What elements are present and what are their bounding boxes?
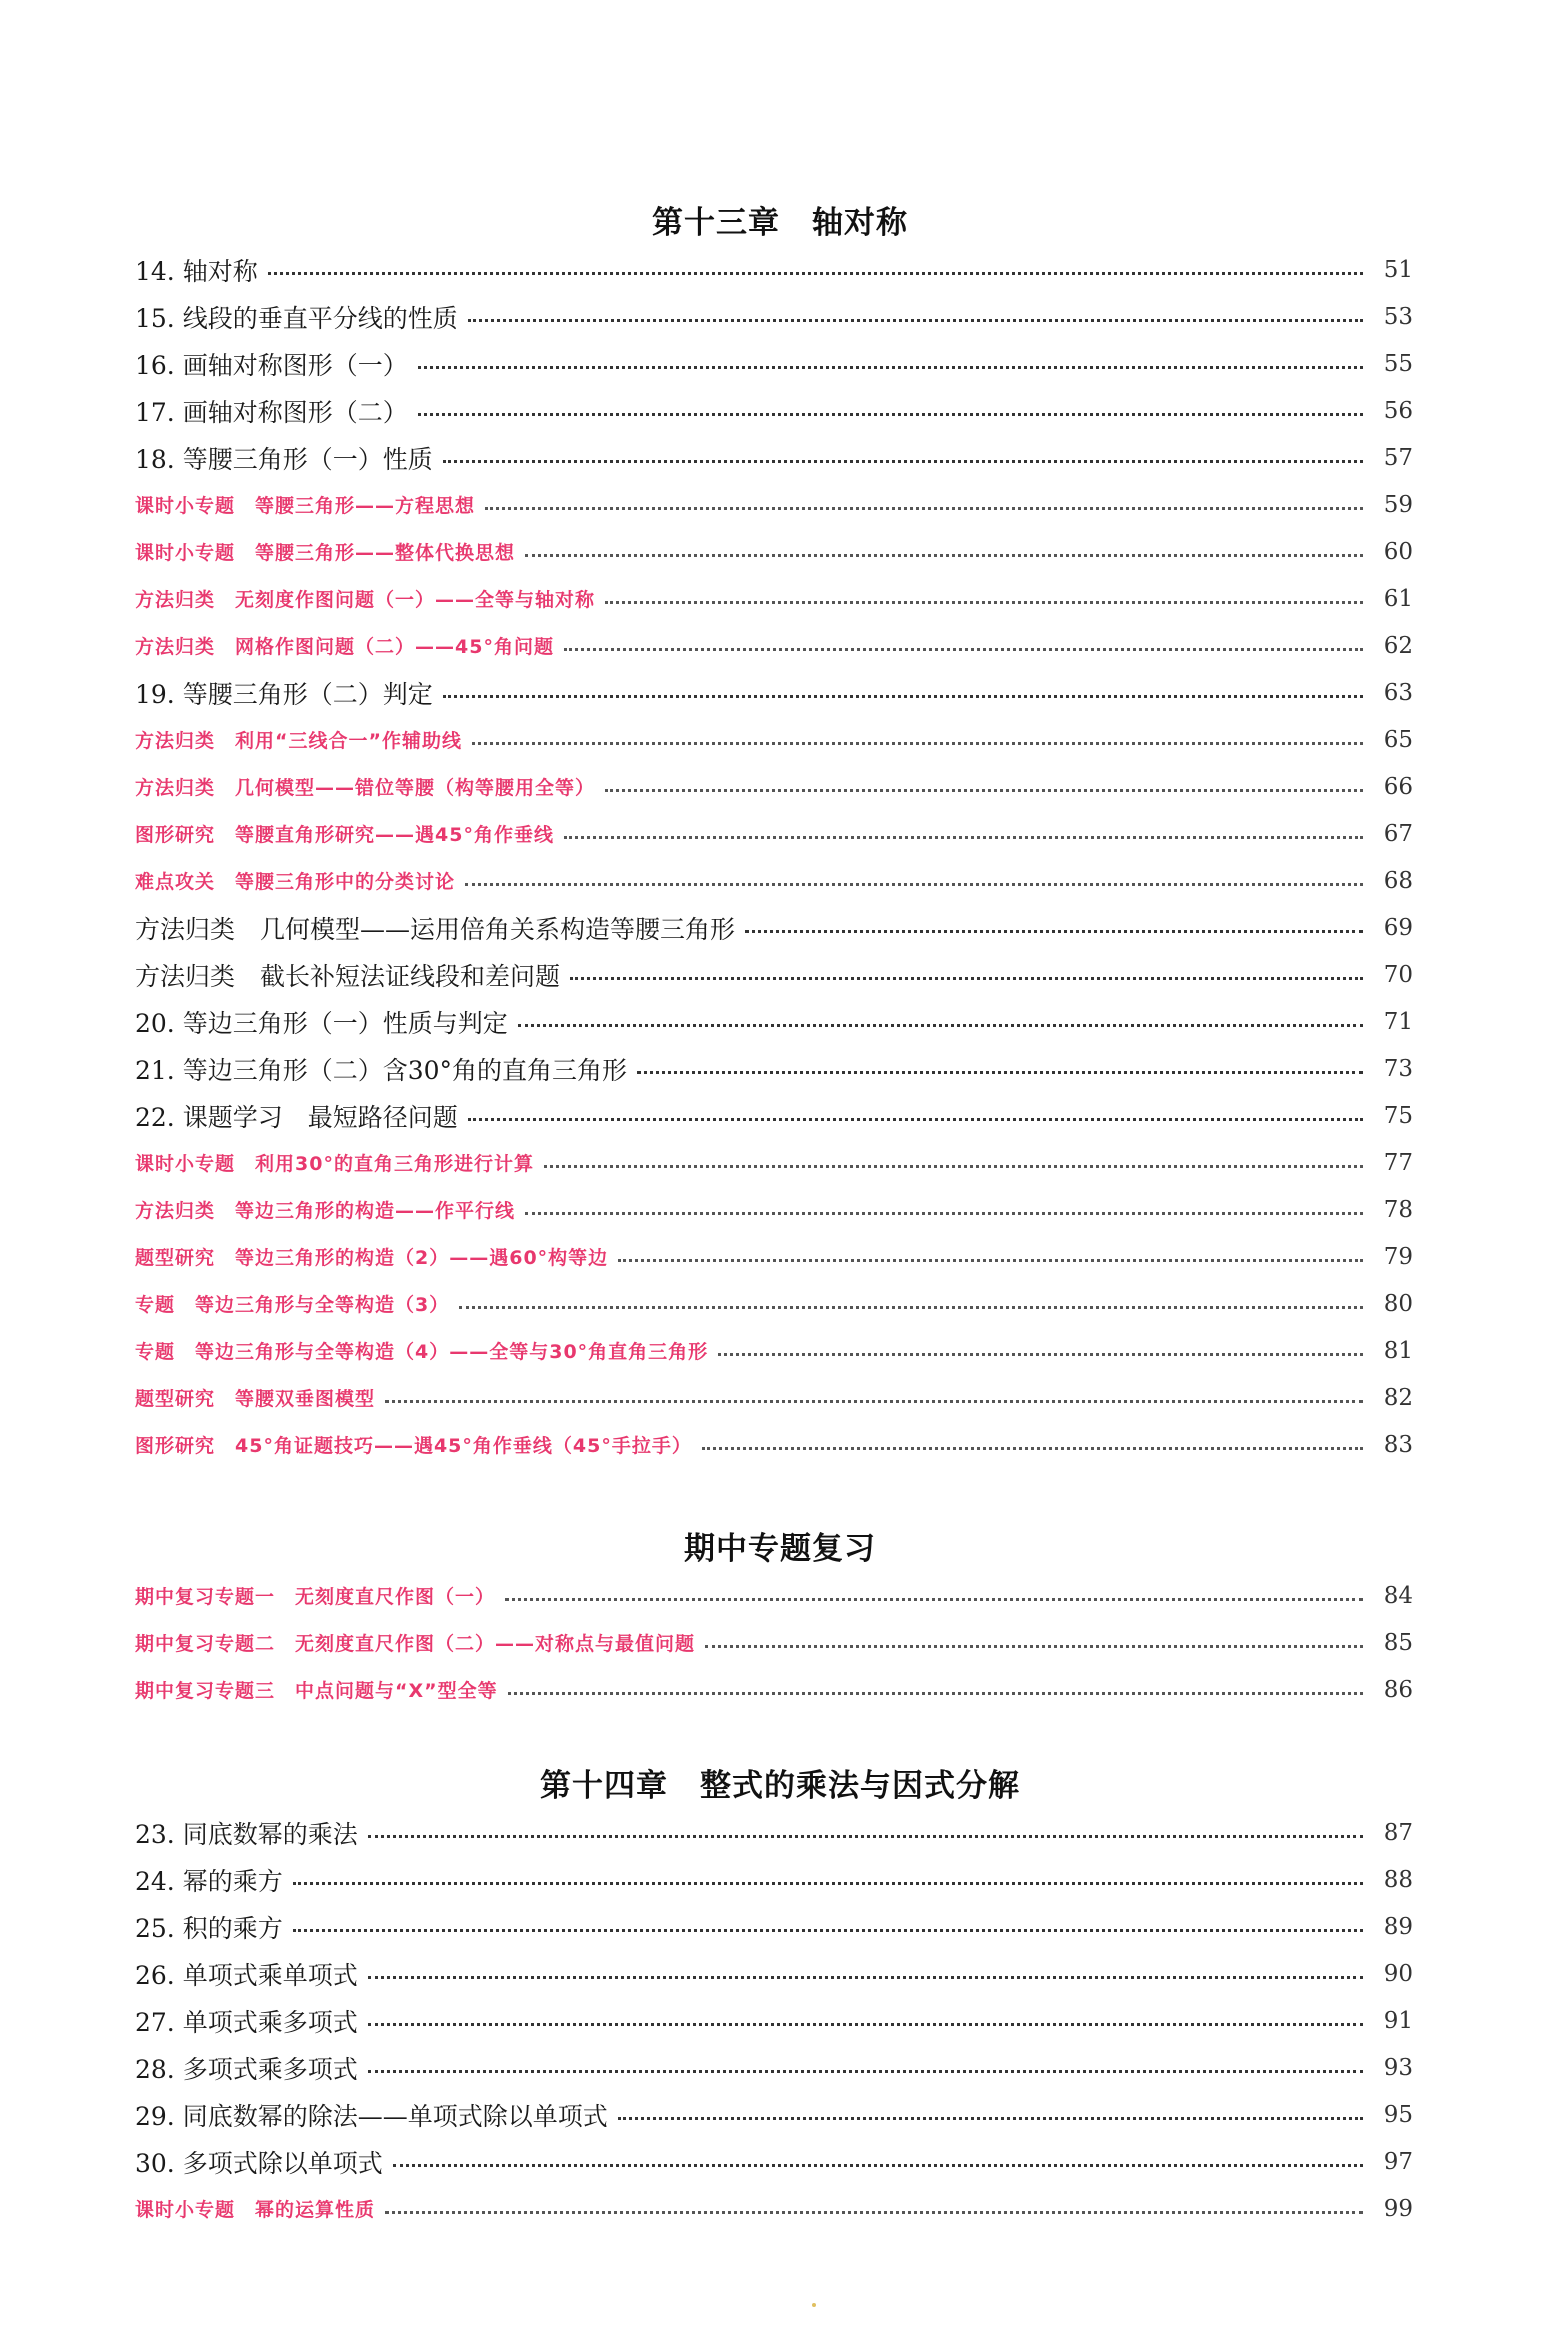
toc-entry-page-number: 69: [1383, 914, 1413, 941]
toc-entry-title: 图形研究 等腰直角形研究——遇45°角作垂线: [135, 824, 554, 846]
chapter14-entries: [0, 1809, 1560, 2232]
dot-leader: [505, 1598, 1363, 1601]
toc-entry-title: 题型研究 等腰双垂图模型: [135, 1388, 376, 1410]
toc-entry-page-number: 65: [1383, 726, 1413, 753]
toc-entry-title: 15. 线段的垂直平分线的性质: [135, 303, 458, 333]
toc-entry-title: 25. 积的乘方: [135, 1913, 283, 1943]
toc-entry[interactable]: [135, 246, 1413, 293]
midterm-section: [0, 1526, 1560, 1713]
toc-entry[interactable]: [135, 1233, 1413, 1280]
dot-leader: [718, 1353, 1363, 1356]
chapter13-entries: [0, 246, 1560, 1468]
dot-leader: [544, 1165, 1363, 1168]
dot-leader: [468, 319, 1363, 322]
toc-entry-page-number: 59: [1383, 491, 1413, 518]
toc-entry-page-number: 84: [1383, 1582, 1413, 1609]
toc-entry-page-number: 75: [1383, 1102, 1413, 1129]
dot-leader: [293, 1882, 1363, 1885]
dot-leader: [268, 272, 1363, 275]
dot-leader: [508, 1692, 1363, 1695]
toc-entry-page-number: 81: [1383, 1337, 1413, 1364]
dot-leader: [465, 883, 1363, 886]
toc-entry[interactable]: [135, 528, 1413, 575]
dot-leader: [618, 2117, 1363, 2120]
toc-entry-page-number: 63: [1383, 679, 1413, 706]
toc-entry[interactable]: [135, 1572, 1413, 1619]
toc-entry-page-number: 89: [1383, 1913, 1413, 1940]
toc-entry[interactable]: [135, 1856, 1413, 1903]
toc-entry-title: 期中复习专题二 无刻度直尺作图（二）——对称点与最值问题: [135, 1633, 696, 1655]
toc-entry[interactable]: [135, 575, 1413, 622]
toc-entry[interactable]: [135, 669, 1413, 716]
toc-entry[interactable]: [135, 951, 1413, 998]
dot-leader: [618, 1259, 1363, 1262]
toc-entry[interactable]: [135, 622, 1413, 669]
toc-entry-page-number: 85: [1383, 1629, 1413, 1656]
toc-entry-page-number: 99: [1383, 2195, 1413, 2222]
dot-leader: [472, 742, 1363, 745]
dot-leader: [385, 2211, 1363, 2214]
toc-entry[interactable]: [135, 1280, 1413, 1327]
toc-entry-title: 图形研究 45°角证题技巧——遇45°角作垂线（45°手拉手）: [135, 1435, 692, 1457]
toc-entry-page-number: 55: [1383, 350, 1413, 377]
dot-leader: [518, 1024, 1363, 1027]
toc-entry-title: 27. 单项式乘多项式: [135, 2007, 358, 2037]
toc-entry[interactable]: [135, 1997, 1413, 2044]
toc-entry[interactable]: [135, 998, 1413, 1045]
toc-entry[interactable]: [135, 1186, 1413, 1233]
toc-entry[interactable]: [135, 434, 1413, 481]
toc-entry[interactable]: [135, 293, 1413, 340]
dot-leader: [443, 695, 1363, 698]
dot-leader: [525, 1212, 1363, 1215]
dot-leader: [418, 413, 1363, 416]
dot-leader: [745, 930, 1363, 933]
toc-entry-title: 课时小专题 等腰三角形——整体代换思想: [135, 542, 516, 564]
toc-entry-title: 23. 同底数幂的乘法: [135, 1819, 358, 1849]
toc-entry-page-number: 61: [1383, 585, 1413, 612]
toc-entry[interactable]: [135, 1139, 1413, 1186]
toc-entry[interactable]: [135, 2138, 1413, 2185]
toc-entry-page-number: 87: [1383, 1819, 1413, 1846]
toc-entry-page-number: 83: [1383, 1431, 1413, 1458]
toc-entry-page-number: 80: [1383, 1290, 1413, 1317]
toc-entry-title: 方法归类 等边三角形的构造——作平行线: [135, 1200, 516, 1222]
toc-entry[interactable]: [135, 904, 1413, 951]
dot-leader: [485, 507, 1363, 510]
toc-entry-title: 方法归类 无刻度作图问题（一）——全等与轴对称: [135, 589, 596, 611]
dot-leader: [385, 1400, 1363, 1403]
toc-entry-page-number: 70: [1383, 961, 1413, 988]
toc-entry-page-number: 79: [1383, 1243, 1413, 1270]
toc-entry-page-number: 97: [1383, 2148, 1413, 2175]
toc-entry[interactable]: [135, 1950, 1413, 1997]
toc-entry[interactable]: [135, 387, 1413, 434]
dot-leader: [705, 1645, 1363, 1648]
chapter13-title: 第十三章 轴对称: [652, 205, 908, 241]
toc-entry[interactable]: [135, 2044, 1413, 2091]
chapter14-section: [0, 1763, 1560, 2232]
dot-leader: [605, 789, 1363, 792]
dot-leader: [525, 554, 1363, 557]
toc-entry-page-number: 77: [1383, 1149, 1413, 1176]
dot-leader: [564, 648, 1363, 651]
toc-entry-page-number: 57: [1383, 444, 1413, 471]
toc-entry-page-number: 56: [1383, 397, 1413, 424]
toc-entry-title: 专题 等边三角形与全等构造（3）: [135, 1294, 450, 1316]
toc-entry-title: 24. 幂的乘方: [135, 1866, 283, 1896]
toc-entry[interactable]: [135, 340, 1413, 387]
toc-entry-page-number: 78: [1383, 1196, 1413, 1223]
dot-leader: [459, 1306, 1363, 1309]
dot-leader: [702, 1447, 1363, 1450]
toc-entry-title: 课时小专题 等腰三角形——方程思想: [135, 495, 476, 517]
chapter14-title: 第十四章 整式的乘法与因式分解: [540, 1768, 1020, 1804]
dot-leader: [293, 1929, 1363, 1932]
toc-entry-page-number: 71: [1383, 1008, 1413, 1035]
midterm-entries: [0, 1572, 1560, 1713]
dot-leader: [418, 366, 1363, 369]
toc-entry-title: 难点攻关 等腰三角形中的分类讨论: [135, 871, 456, 893]
toc-entry-page-number: 73: [1383, 1055, 1413, 1082]
dot-leader: [564, 836, 1363, 839]
toc-entry-page-number: 90: [1383, 1960, 1413, 1987]
toc-entry-title: 22. 课题学习 最短路径问题: [135, 1102, 458, 1132]
toc-entry-page-number: 93: [1383, 2054, 1413, 2081]
toc-entry-page-number: 62: [1383, 632, 1413, 659]
toc-entry[interactable]: [135, 2185, 1413, 2232]
toc-entry[interactable]: [135, 1619, 1413, 1666]
toc-entry-title: 28. 多项式乘多项式: [135, 2054, 358, 2084]
toc-entry-title: 方法归类 几何模型——错位等腰（构等腰用全等）: [135, 777, 596, 799]
midterm-title: 期中专题复习: [684, 1531, 876, 1567]
dot-leader: [368, 2023, 1363, 2026]
toc-entry-page-number: 60: [1383, 538, 1413, 565]
dot-leader: [393, 2164, 1363, 2167]
toc-entry-title: 课时小专题 利用30°的直角三角形进行计算: [135, 1153, 534, 1175]
toc-entry-title: 18. 等腰三角形（一）性质: [135, 444, 433, 474]
toc-entry-title: 26. 单项式乘单项式: [135, 1960, 358, 1990]
toc-entry-title: 方法归类 截长补短法证线段和差问题: [135, 961, 561, 991]
toc-entry-title: 19. 等腰三角形（二）判定: [135, 679, 433, 709]
toc-entry[interactable]: [135, 716, 1413, 763]
toc-entry[interactable]: [135, 481, 1413, 528]
dot-leader: [468, 1118, 1363, 1121]
toc-entry[interactable]: [135, 1809, 1413, 1856]
toc-entry[interactable]: [135, 810, 1413, 857]
toc-entry[interactable]: [135, 763, 1413, 810]
toc-entry-page-number: 86: [1383, 1676, 1413, 1703]
toc-entry-title: 期中复习专题一 无刻度直尺作图（一）: [135, 1586, 496, 1608]
toc-entry-page-number: 68: [1383, 867, 1413, 894]
toc-entry-title: 方法归类 利用“三线合一”作辅助线: [135, 730, 462, 752]
toc-entry-title: 14. 轴对称: [135, 256, 258, 286]
toc-entry[interactable]: [135, 1327, 1413, 1374]
dot-leader: [368, 2070, 1363, 2073]
toc-entry[interactable]: [135, 1374, 1413, 1421]
toc-entry-title: 题型研究 等边三角形的构造（2）——遇60°构等边: [135, 1247, 609, 1269]
toc-entry-title: 方法归类 网格作图问题（二）——45°角问题: [135, 636, 554, 658]
toc-entry-title: 30. 多项式除以单项式: [135, 2148, 383, 2178]
dot-leader: [605, 601, 1363, 604]
dot-leader: [368, 1976, 1363, 1979]
toc-entry-title: 20. 等边三角形（一）性质与判定: [135, 1008, 508, 1038]
toc-entry-page-number: 91: [1383, 2007, 1413, 2034]
toc-entry-title: 期中复习专题三 中点问题与“X”型全等: [135, 1680, 498, 1702]
toc-entry-page-number: 51: [1383, 256, 1413, 283]
toc-entry[interactable]: [135, 1903, 1413, 1950]
dot-leader: [443, 460, 1363, 463]
toc-entry-page-number: 88: [1383, 1866, 1413, 1893]
toc-entry[interactable]: [135, 1045, 1413, 1092]
toc-entry-title: 21. 等边三角形（二）含30°角的直角三角形: [135, 1055, 628, 1085]
toc-entry-title: 29. 同底数幂的除法——单项式除以单项式: [135, 2101, 608, 2131]
toc-entry-title: 课时小专题 幂的运算性质: [135, 2199, 376, 2221]
toc-entry-title: 专题 等边三角形与全等构造（4）——全等与30°角直角三角形: [135, 1341, 709, 1363]
toc-entry-page-number: 66: [1383, 773, 1413, 800]
toc-entry[interactable]: [135, 1666, 1413, 1713]
dot-leader: [368, 1835, 1363, 1838]
toc-entry[interactable]: [135, 1092, 1413, 1139]
toc-entry-page-number: 82: [1383, 1384, 1413, 1411]
toc-entry[interactable]: [135, 1421, 1413, 1468]
toc-entry-title: 17. 画轴对称图形（二）: [135, 397, 408, 427]
dot-leader: [570, 977, 1363, 980]
toc-entry[interactable]: [135, 857, 1413, 904]
toc-entry-title: 16. 画轴对称图形（一）: [135, 350, 408, 380]
toc-entry[interactable]: [135, 2091, 1413, 2138]
toc-entry-page-number: 53: [1383, 303, 1413, 330]
toc-entry-page-number: 95: [1383, 2101, 1413, 2128]
toc-entry-title: 方法归类 几何模型——运用倍角关系构造等腰三角形: [135, 914, 736, 944]
toc-entry-page-number: 67: [1383, 820, 1413, 847]
chapter13-section: [0, 200, 1560, 1468]
dot-leader: [637, 1071, 1363, 1074]
decorative-dot: [812, 2303, 816, 2307]
